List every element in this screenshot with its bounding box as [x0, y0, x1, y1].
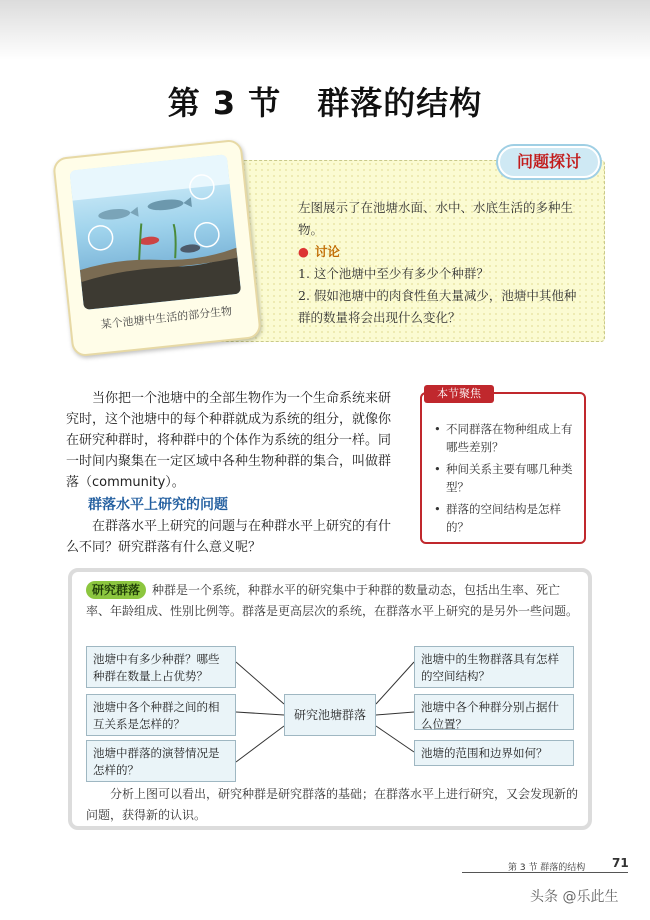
section-paragraph: 在群落水平上研究的问题与在种群水平上研究的有什么不同？研究群落有什么意义呢？ — [66, 519, 392, 555]
discussion-heading: 讨论 — [314, 244, 340, 259]
drop-icon: ● — [298, 244, 309, 259]
focus-item: • 种间关系主要有哪几种类型？ — [434, 460, 582, 496]
question-box-left-2: 池塘中各个种群之间的相互关系是怎样的？ — [86, 694, 236, 736]
question-box-right-2: 池塘中各个种群分别占据什么位置？ — [414, 694, 574, 730]
intro-paragraph: 当你把一个池塘中的全部生物作为一个生命系统来研究时，这个池塘中的每个种群就成为系统的组分，就像你在研究种群时，将种群中的个体作为系统的组分一样。同一时间内聚集在一定区域中各种生物种群的集合，叫做群落（community）。 — [66, 391, 392, 490]
discussion-badge: 问题探讨 — [498, 146, 600, 178]
section-heading: 群落水平上研究的问题 — [88, 497, 228, 513]
focus-item: • 不同群落在物种组成上有哪些差别？ — [434, 420, 582, 456]
discussion-q1: 1. 这个池塘中至少有多少个种群？ — [298, 266, 489, 281]
question-box-left-1: 池塘中有多少种群？哪些种群在数量上占优势？ — [86, 646, 236, 688]
footer-label: 第 3 节 群落的结构 — [508, 863, 586, 873]
photo-caption: 某个池塘中生活的部分生物 — [100, 304, 233, 332]
section-title: 群落的结构 — [317, 84, 483, 122]
focus-tab: 本节聚焦 — [424, 385, 494, 403]
discussion-intro: 左图展示了在池塘水面、水中、水底生活的多种生物。 — [298, 200, 574, 237]
discussion-q2: 2. 假如池塘中的肉食性鱼大量减少，池塘中其他种群的数量将会出现什么变化？ — [298, 288, 577, 325]
center-box: 研究池塘群落 — [284, 694, 376, 736]
question-box-right-3: 池塘的范围和边界如何？ — [414, 740, 574, 766]
question-box-left-3: 池塘中群落的演替情况是怎样的？ — [86, 740, 236, 782]
research-conclusion: 分析上图可以看出，研究种群是研究群落的基础；在群落水平上进行研究，又会发现新的问题，获得新的认识。 — [86, 787, 579, 822]
focus-item: • 群落的空间结构是怎样的？ — [434, 500, 582, 536]
section-number: 第 3 节 — [167, 84, 282, 122]
watermark: 头条 @乐此生 — [530, 889, 619, 905]
page-number: 71 — [612, 856, 629, 870]
research-intro-text: 种群是一个系统，种群水平的研究集中于种群的数量动态，包括出生率、死亡率、年龄组成、性别比例等。群落是更高层次的系统，在群落水平上研究的是另外一些问题。 — [86, 583, 579, 618]
research-badge: 研究群落 — [86, 581, 146, 599]
question-box-right-1: 池塘中的生物群落具有怎样的空间结构？ — [414, 646, 574, 688]
